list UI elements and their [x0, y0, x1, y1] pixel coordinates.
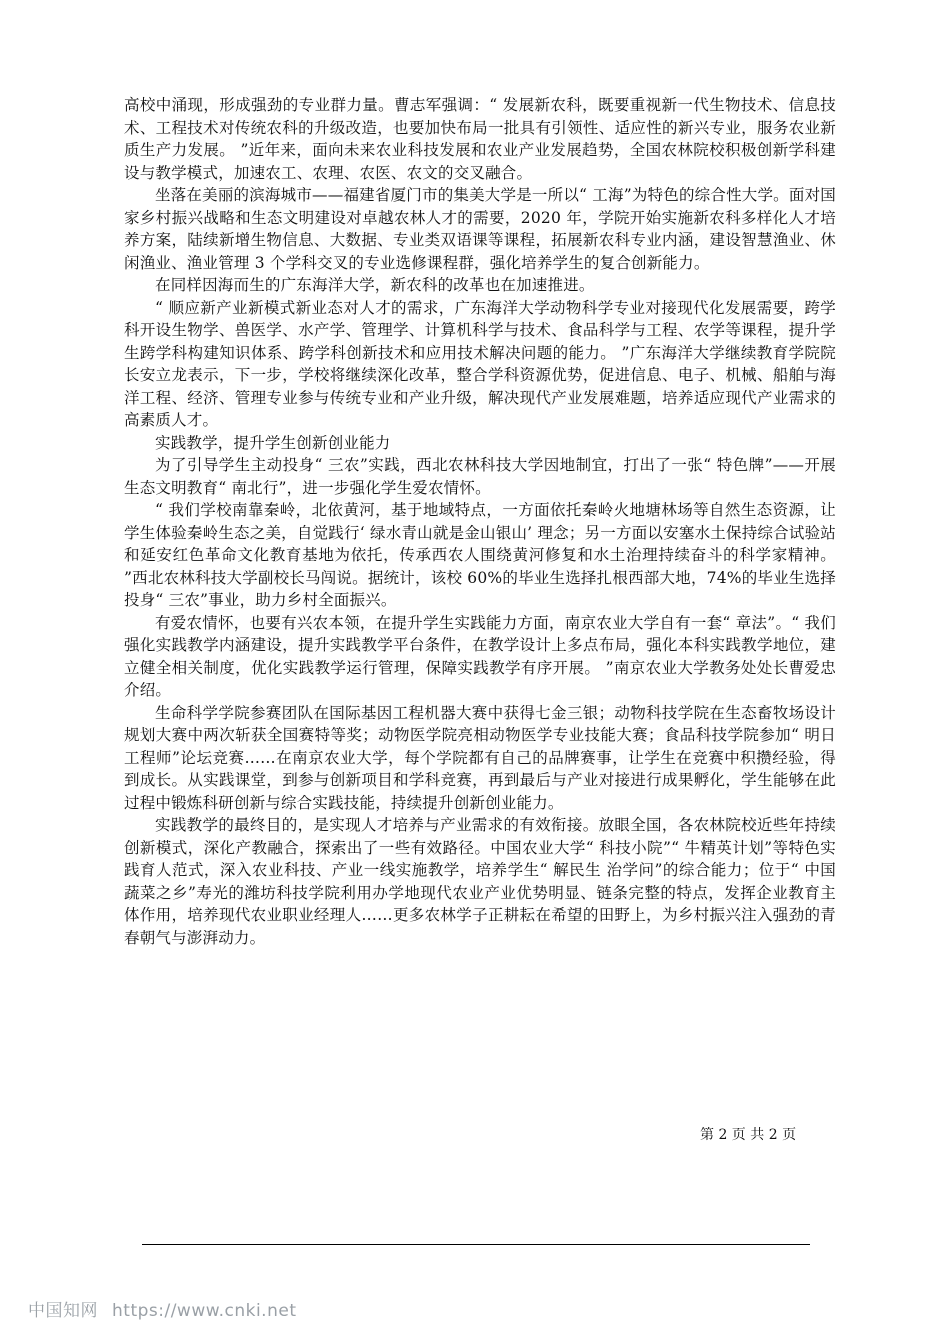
paragraph-3: 在同样因海而生的广东海洋大学，新农科的改革也在加速推进。 — [155, 276, 595, 294]
paragraph-6: 为了引导学生主动投身“ 三农”实践，西北农林科技大学因地制宜，打出了一张“ 特色牌”——开展生态文明教育“ 南北行”，进一步强化学生爱农情怀。 — [124, 456, 836, 497]
paragraph-9: 生命科学学院参赛团队在国际基因工程机器大赛中获得七金三银；动物科技学院在生态畜牧场设计规划大赛中两次斩获全国赛特等奖；动物医学院亮相动物医学专业技能大赛；食品科技学院参加“ 明日工程师”论坛竞赛……在南京农业大学，每个学院都有自己的品牌赛事，让学生在竞赛中积攒经验，得到成长。从实践课堂，到参与创新项目和学科竞赛，再到最后与产业对接进行成果孵化，学生能够在此过程中锻炼科研创新与综合实践技能，持续提升创新创业能力。 — [124, 703, 836, 812]
paragraph-1: 高校中涌现，形成强劲的专业群力量。曹志军强调：“ 发展新农科，既要重视新一代生物技术、信息技术、工程技术对传统农科的升级改造，也要加快布局一批具有引领性、适应性的新兴专业，服务农业新质生产力发展。 ”近年来，面向未来农业科技发展和农业产业发展趋势，全国农林院校积极创新学科建设与教学模式，加速农工、农理、农医、农文的交叉融合。 — [124, 96, 836, 182]
paragraph-8: 有爱农情怀，也要有兴农本领，在提升学生实践能力方面，南京农业大学自有一套“ 章法”。“ 我们强化实践教学内涵建设，提升实践教学平台条件，在教学设计上多点布局，强化本科实践教学地位，建立健全相关制度，优化实践教学运行管理，保障实践教学有序开展。 ”南京农业大学教务处处长曹爱忠介绍。 — [124, 613, 836, 699]
footer-divider — [142, 1244, 810, 1245]
section-heading: 实践教学，提升学生创新创业能力 — [155, 433, 391, 452]
watermark-brand: 中国知网 — [28, 1301, 98, 1321]
paragraph-4: “ 顺应新产业新模式新业态对人才的需求，广东海洋大学动物科学专业对接现代化发展需要，跨学科开设生物学、兽医学、水产学、管理学、计算机科学与技术、食品科学与工程、农学等课程，提升学生跨学科构建知识体系、跨学科创新技术和应用技术解决问题的能力。 ”广东海洋大学继续教育学院院长安立龙表示，下一步，学校将继续深化改革，整合学科资源优势，促进信息、电子、机械、船舶与海洋工程、经济、管理专业参与传统专业和产业升级，解决现代产业发展难题，培养适应现代产业需求的高素质人才。 — [124, 298, 836, 429]
page-number: 第 2 页 共 2 页 — [700, 1127, 797, 1143]
paragraph-7: “ 我们学校南靠秦岭，北依黄河，基于地域特点，一方面依托秦岭火地塘林场等自然生态资源，让学生体验秦岭生态之美，自觉践行‘ 绿水青山就是金山银山’ 理念；另一方面以安塞水土保持综合试验站和延安红色革命文化教育基地为依托，传承西农人围绕黄河修复和水土治理持续奋斗的科学家精神。 ”西北农林科技大学副校长马闯说。据统计，该校 60%的毕业生选择扎根西部大地，74%的毕业生选择投身“ 三农”事业，助力乡村全面振兴。 — [124, 501, 836, 609]
paragraph-10: 实践教学的最终目的，是实现人才培养与产业需求的有效衔接。放眼全国，各农林院校近些年持续创新模式，深化产教融合，探索出了一些有效路径。中国农业大学“ 科技小院”“ 牛精英计划”等特色实践育人范式，深入农业科技、产业一线实施教学，培养学生“ 解民生 治学问”的综合能力；位于“ 中国蔬菜之乡”寿光的潍坊科技学院利用办学地现代农业产业优势明显、链条完整的特点，发挥企业教育主体作用，培养现代农业职业经理人……更多农林学子正耕耘在希望的田野上，为乡村振兴注入强劲的青春朝气与澎湃动力。 — [124, 816, 837, 947]
article-body — [124, 94, 836, 949]
paragraph-2: 坐落在美丽的滨海城市——福建省厦门市的集美大学是一所以“ 工海”为特色的综合性大学。面对国家乡村振兴战略和生态文明建设对卓越农林人才的需要，2020 年，学院开始实施新农科多样化人才培养方案，陆续新增生物信息、大数据、专业类双语课等课程，拓展新农科专业内涵，建设智慧渔业、休闲渔业、渔业管理 3 个学科交叉的专业选修课程群，强化培养学生的复合创新能力。 — [124, 186, 836, 272]
cnki-watermark — [28, 1296, 296, 1321]
watermark-url: https://www.cnki.net — [112, 1301, 297, 1321]
